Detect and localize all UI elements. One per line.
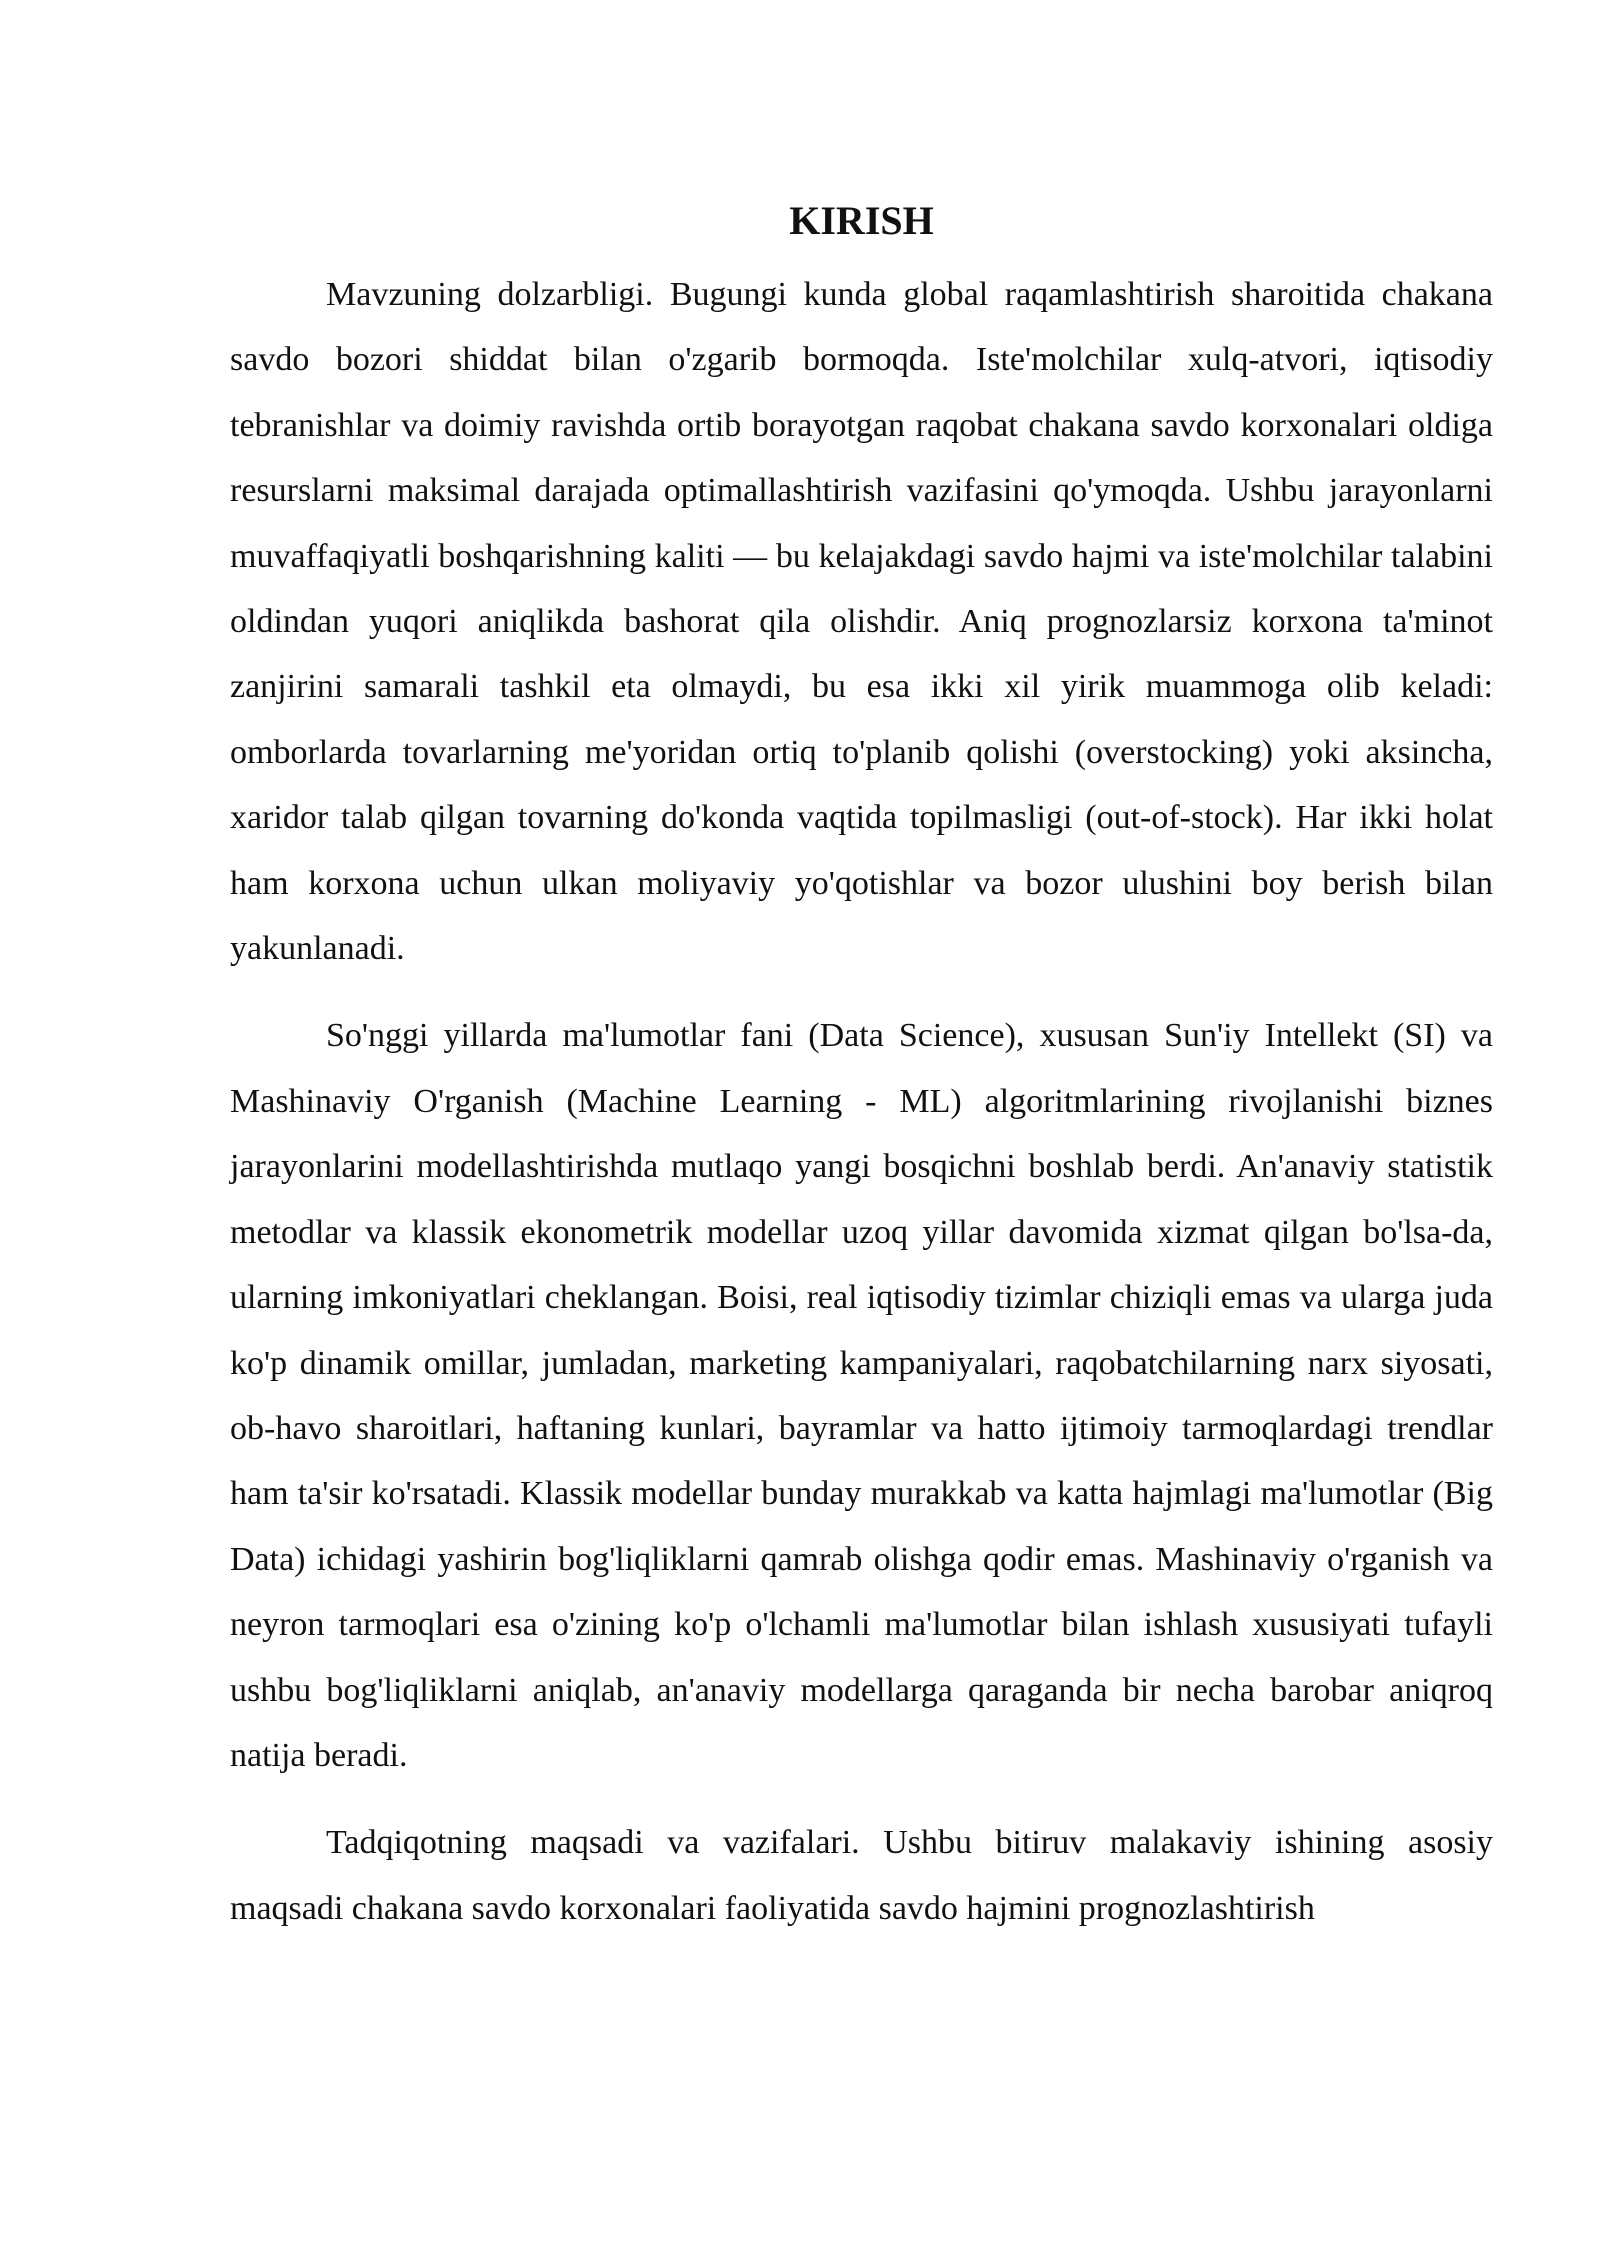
section-title: KIRISH <box>789 198 934 243</box>
paragraph-relevance: Mavzuning dolzarbligi. Bugungi kunda global raqamlashtirish sharoitida chakana savdo bozori shiddat bilan o'zgarib bormoqda. Iste'molchilar xulq-atvori, iqtisodiy tebranishlar va doimiy ravishda ortib borayotgan raqobat chakana savdo korxonalari oldiga resurslarni maksimal darajada optimallashtirish vazifasini qo'ymoqda. Ushbu jarayonlarni muvaffaqiyatli boshqarishning kaliti — bu kelajakdagi savdo hajmi va iste'molchilar talabini oldindan yuqori aniqlikda bashorat qila olishdir. Aniq prognozlarsiz korxona ta'minot zanjirini samarali tashkil eta olmaydi, bu esa ikki xil yirik muammoga olib keladi: omborlarda tovarlarning me'yoridan ortiq to'planib qolishi (overstocking) yoki aksincha, xaridor talab qilgan tovarning do'konda vaqtida topilmasligi (out-of-stock). Har ikki holat ham korxona uchun ulkan moliyaviy yo'qotishlar va bozor ulushini boy berish bilan yakunlanadi. <box>230 276 1493 968</box>
paragraph-aims: Tadqiqotning maqsadi va vazifalari. Ushbu bitiruv malakaviy ishining asosiy maqsadi chakana savdo korxonalari faoliyatida savdo hajmini prognozlashtirish <box>230 1824 1493 1927</box>
paragraph-machine-learning: So'nggi yillarda ma'lumotlar fani (Data Science), xususan Sun'iy Intellekt (SI) va Mashinaviy O'rganish (Machine Learning - ML) algoritmlarining rivojlanishi biznes jarayonlarini modellashtirishda mutlaqo yangi bosqichni boshlab berdi. An'anaviy statistik metodlar va klassik ekonometrik modellar uzoq yillar davomida xizmat qilgan bo'lsa-da, ularning imkoniyatlari cheklangan. Boisi, real iqtisodiy tizimlar chiziqli emas va ularga juda ko'p dinamik omillar, jumladan, marketing kampaniyalari, raqobatchilarning narx siyosati, ob-havo sharoitlari, haftaning kunlari, bayramlar va hatto ijtimoiy tarmoqlardagi trendlar ham ta'sir ko'rsatadi. Klassik modellar bunday murakkab va katta hajmlagi ma'lumotlar (Big Data) ichidagi yashirin bog'liqliklarni qamrab olishga qodir emas. Mashinaviy o'rganish va neyron tarmoqlari esa o'zining ko'p o'lchamli ma'lumotlar bilan ishlash xususiyati tufayli ushbu bog'liqliklarni aniqlab, an'anaviy modellarga qaraganda bir necha barobar aniqroq natija beradi. <box>230 1017 1493 1774</box>
document-body <box>230 188 1493 1963</box>
